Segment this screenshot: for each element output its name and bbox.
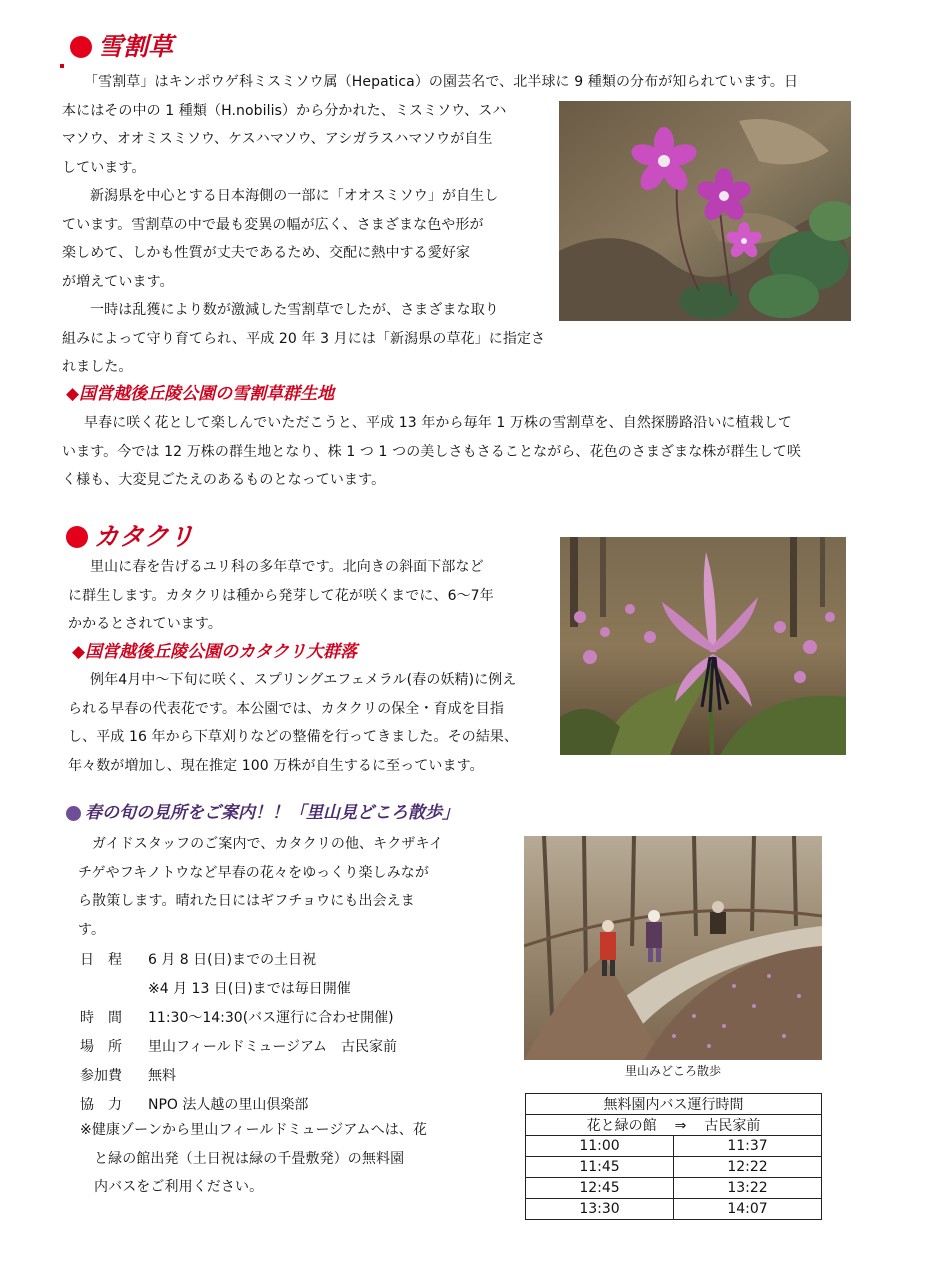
info-value: ※4 月 13 日(日)までは毎日開催: [148, 980, 351, 997]
section-yukiwarisou-heading: [70, 32, 173, 62]
purple-bullet-icon: [66, 806, 81, 821]
text-line: かかるとされています。: [68, 616, 222, 632]
info-row-fee: [80, 1060, 397, 1089]
text-line: マソウ、オオミスミソウ、ケスハマソウ、アシガラスハマソウが自生: [62, 131, 493, 147]
text-line: が増えています。: [62, 273, 174, 290]
text-line: 早春に咲く花として楽しんでいただこうと、平成 13 年から毎年 1 万株の雪割草を、自然探勝路沿いに植栽して: [84, 415, 792, 431]
section-title: 雪割草: [98, 32, 174, 61]
katakuri-park-paragraph: [68, 666, 518, 780]
info-value: 里山フィールドミュージアム 古民家前: [148, 1038, 398, 1055]
bus-note-paragraph: [80, 1116, 427, 1202]
katakuri-photo: [560, 537, 846, 755]
text-line: しています。: [62, 159, 146, 176]
red-bullet-icon: [70, 36, 92, 58]
section-title: 春の旬の見所をご案内！！「里山見どころ散歩」: [85, 803, 459, 823]
text-line: られる早春の代表花です。本公園では、カタクリの保全・育成を目指: [68, 700, 504, 717]
satoyama-walk-heading: [66, 802, 459, 824]
text-line: と緑の館出発（土日祝は緑の千畳敷発）の無料園: [94, 1150, 405, 1167]
info-value: NPO 法人越の里山倶楽部: [148, 1096, 309, 1113]
satoyama-walk-photo: [524, 836, 822, 1060]
info-value: 11:30～14:30(バス運行に合わせ開催): [148, 1009, 394, 1026]
route-from: 花と緑の館: [586, 1118, 657, 1134]
depart-time: 11:00: [526, 1136, 674, 1157]
text-line: ています。雪割草の中で最も変異の幅が広く、さまざまな色や形が: [62, 216, 484, 233]
text-line: 組みによって守り育てられ、平成 20 年 3 月には「新潟県の草花」に指定さ: [62, 330, 546, 347]
yukiwarisou-park-heading: ◆国営越後丘陵公園の雪割草群生地: [66, 384, 335, 404]
satoyama-intro-paragraph: [78, 830, 443, 944]
text-line: ガイドスタッフのご案内で、カタクリの他、キクザキイ: [92, 836, 444, 852]
info-label: 場 所: [80, 1038, 122, 1055]
info-value: 無料: [148, 1067, 176, 1084]
yukiwarisou-park-paragraph: [62, 409, 801, 495]
info-row-cooperation: [80, 1089, 397, 1118]
katakuri-paragraph: [68, 553, 494, 639]
text-line: 内バスをご利用ください。: [94, 1179, 264, 1195]
depart-time: 12:45: [526, 1178, 674, 1199]
red-bullet-icon: [66, 526, 88, 548]
info-row-time: [80, 1002, 397, 1031]
bus-table-title: 無料園内バス運行時間: [526, 1094, 822, 1115]
text-line: く様も、大変見ごたえのあるものとなっています。: [62, 472, 386, 488]
photo-caption: 里山みどころ散歩: [624, 1064, 721, 1078]
text-line: 楽しめて、しかも性質が丈夫であるため、交配に熱中する愛好家: [62, 245, 471, 261]
text-line: に群生します。カタクリは種から発芽して花が咲くまでに、6～7年: [68, 587, 494, 604]
table-row: [526, 1136, 822, 1157]
depart-time: 13:30: [526, 1199, 674, 1220]
table-row: [526, 1199, 822, 1220]
section-katakuri-heading: [66, 522, 194, 552]
info-label: 協 力: [80, 1096, 122, 1113]
text-line: 一時は乱獲により数が激減した雪割草でしたが、さまざまな取り: [90, 302, 499, 318]
arrive-time: 14:07: [674, 1199, 822, 1220]
text-line: 「雪割草」はキンポウゲ科ミスミソウ属（Hepatica）の園芸名で、北半球に 9 種類の分布が知られています。日: [84, 74, 799, 90]
yukiwarisou-photo: [559, 101, 851, 321]
bus-schedule-table: [525, 1093, 822, 1220]
katakuri-park-heading: ◆国営越後丘陵公園のカタクリ大群落: [72, 642, 358, 662]
arrive-time: 12:22: [674, 1157, 822, 1178]
info-row-schedule: [80, 944, 397, 973]
info-label: 参加費: [80, 1067, 122, 1084]
event-info-list: [80, 944, 397, 1118]
text-line: 新潟県を中心とする日本海側の一部に「オオスミソウ」が自生し: [90, 188, 499, 204]
info-label: 日 程: [80, 951, 122, 968]
text-line: います。今では 12 万株の群生地となり、株 1 つ 1 つの美しさもさることながら、花色のさまざまな株が群生して咲: [62, 443, 802, 460]
table-row: [526, 1157, 822, 1178]
text-line: し、平成 16 年から下草刈りなどの整備を行ってきました。その結果、: [68, 729, 519, 745]
text-line: ※健康ゾーンから里山フィールドミュージアムへは、花: [80, 1122, 428, 1138]
info-row-schedule-note: [80, 973, 397, 1002]
route-to: 古民家前: [704, 1118, 761, 1134]
depart-time: 11:45: [526, 1157, 674, 1178]
arrow-right-icon: ⇒: [674, 1118, 687, 1134]
text-line: れました。: [62, 359, 133, 375]
arrive-time: 11:37: [674, 1136, 822, 1157]
arrive-time: 13:22: [674, 1178, 822, 1199]
text-line: す。: [78, 921, 106, 938]
info-label: 時 間: [80, 1009, 122, 1026]
text-line: 里山に春を告げるユリ科の多年草です。北向きの斜面下部など: [90, 559, 484, 575]
info-row-place: [80, 1031, 397, 1060]
text-line: 本にはその中の 1 種類（H.nobilis）から分かれた、ミスミソウ、スハ: [62, 102, 507, 119]
bus-table-route: [526, 1115, 822, 1136]
text-line: 例年4月中～下旬に咲く、スプリングエフェメラル(春の妖精)に例え: [90, 672, 517, 688]
text-line: チゲやフキノトウなど早春の花々をゆっくり楽しみなが: [78, 864, 429, 881]
table-row: [526, 1178, 822, 1199]
text-line: ら散策します。晴れた日にはギフチョウにも出会えま: [78, 893, 415, 909]
text-line: 年々数が増加し、現在推定 100 万株が自生するに至っています。: [68, 757, 484, 774]
info-value: 6 月 8 日(日)までの土日祝: [148, 951, 317, 968]
section-title: カタクリ: [94, 522, 195, 551]
